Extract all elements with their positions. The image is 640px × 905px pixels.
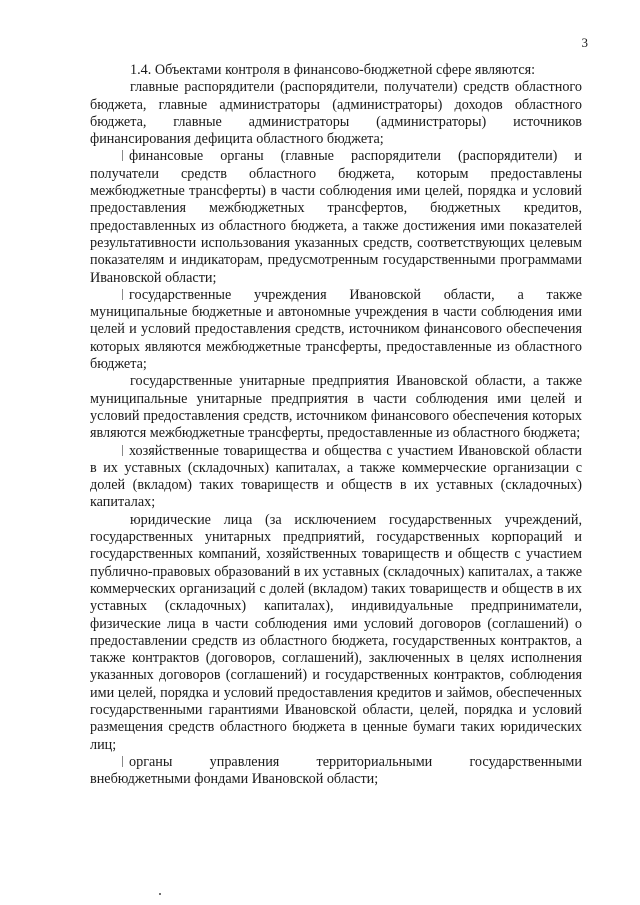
margin-mark [122, 756, 123, 767]
margin-mark [122, 445, 123, 456]
list-item [90, 754, 582, 789]
list-item [90, 79, 582, 148]
page-number: 3 [581, 35, 588, 50]
list-item [90, 148, 582, 286]
paragraph-text: финансовые органы (главные распорядители (распорядители) и получатели средств областного бюджета, которым предоставлены межбюджетные трансферты) в части соблюдения ими целей, порядка и условий предоставления межбюджетных трансфертов, бюджетных кредитов, предоставленных из областного бюджета, а также достижения ими показателей результативности использования указанных средств, соответствующих целевым показателям и индикаторам, предусмотренным государственными программами Ивановской области; [90, 148, 582, 286]
paragraph-text: хозяйственные товарищества и общества с участием Ивановской области в их уставных (складочных) капиталах, а также коммерческие организации с долей (вкладом) таких товариществ и обществ в их уставных (складочных) капиталах; [90, 442, 582, 511]
paragraph-text: государственные унитарные предприятия Ивановской области, а также муниципальные унитарные предприятия в части соблюдения ими целей и условий предоставления средств, источником финансового обеспечения которых являются межбюджетные трансферты, предоставленные из областного бюджета; [90, 373, 582, 442]
list-item [90, 287, 582, 373]
paragraph-text: органы управления территориальными государственными внебюджетными фондами Ивановской области; [90, 753, 582, 788]
scan-speck [159, 893, 161, 895]
margin-mark [122, 289, 123, 300]
margin-mark [122, 150, 123, 161]
paragraph-text: юридические лица (за исключением государственных учреждений, государственных унитарных предприятий, государственных корпораций и государственных компаний, хозяйственных товариществ и обществ с участием публично-правовых образований в их уставных (складочных) капиталах, а также коммерческих организаций с долей (вкладом) таких товариществ и обществ в их уставных (складочных) капиталах), индивидуальные предприниматели, физические лица в части соблюдения ими условий договоров (соглашений) о предоставлении средств из областного бюджета, государственных контрактов, а также контрактов (договоров, соглашений), заключенных в целях исполнения указанных договоров (соглашений) и государственных контрактов, соблюдения ими целей, порядка и условий предоставления кредитов и займов, обеспеченных государственными гарантиями Ивановской области, целей, порядка и условий размещения средств областного бюджета в ценные бумаги таких юридических лиц; [90, 511, 582, 753]
list-item [90, 443, 582, 512]
document-body [90, 62, 582, 788]
section-heading: 1.4. Объектами контроля в финансово-бюджетной сфере являются: [130, 62, 536, 78]
list-item [90, 512, 582, 754]
paragraph-text: главные распорядители (распорядители, получатели) средств областного бюджета, главные администраторы (администраторы) доходов областного бюджета, главные администраторы (администраторы) источников финансирования дефицита областного бюджета; [90, 79, 582, 148]
list-item [90, 373, 582, 442]
paragraph-text: государственные учреждения Ивановской области, а также муниципальные бюджетные и автономные учреждения в части соблюдения ими целей и условий предоставления средств, источником финансового обеспечения которых являются межбюджетные трансферты, предоставленные из областного бюджета; [90, 286, 582, 373]
